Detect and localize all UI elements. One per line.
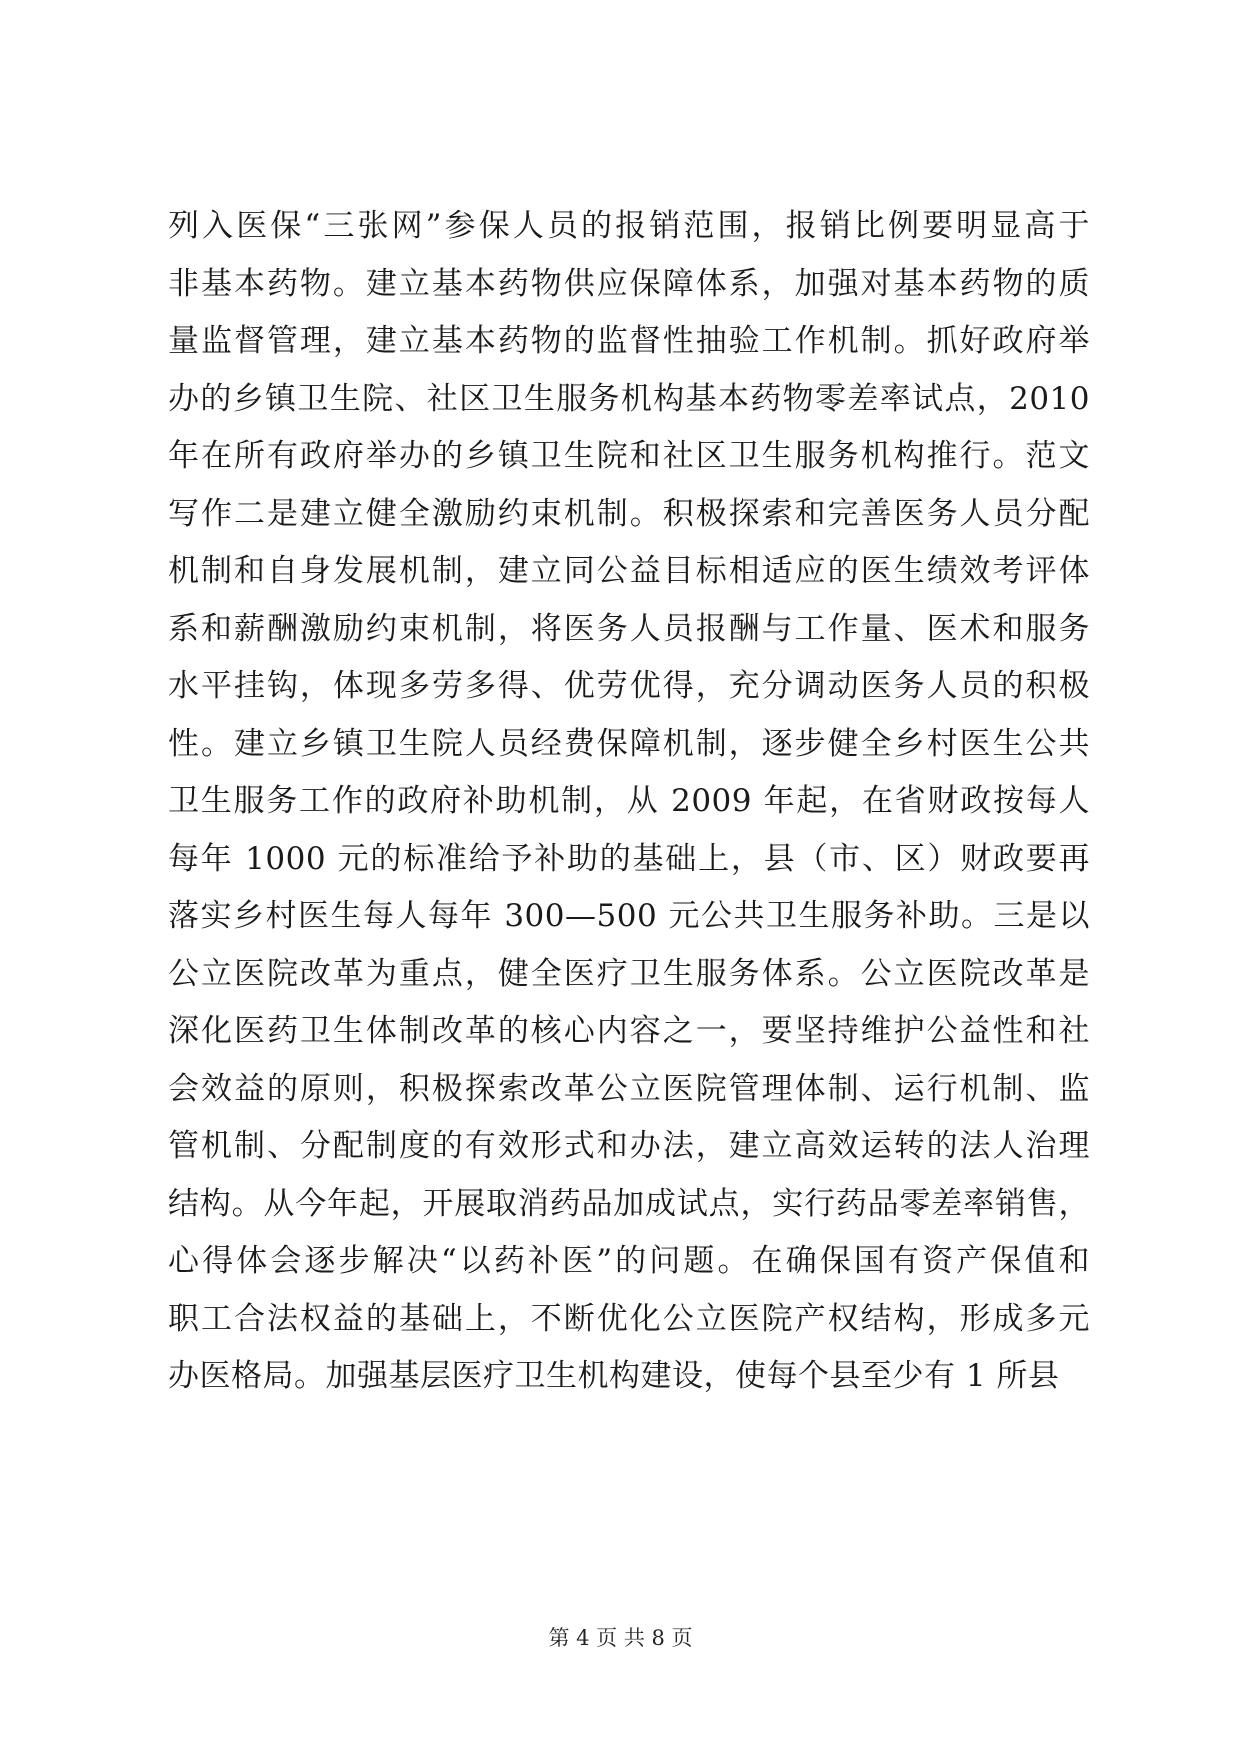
page-footer: 第 4 页 共 8 页 — [548, 1626, 693, 1650]
text-line: 卫生服务工作的政府补助机制，从 2009 年起，在省财政按每人 — [168, 783, 1090, 819]
text-line: 管机制、分配制度的有效形式和办法，建立高效运转的法人治理 — [168, 1128, 1090, 1164]
text-line: 办的乡镇卫生院、社区卫生服务机构基本药物零差率试点，2010 — [168, 380, 1090, 417]
text-line: 非基本药物。建立基本药物供应保障体系，加强对基本药物的质 — [168, 265, 1090, 302]
text-line: 心得体会逐步解决“以药补医”的问题。在确保国有资产保值和 — [168, 1243, 1090, 1279]
text-line: 水平挂钩，体现多劳多得、优劳优得，充分调动医务人员的积极 — [168, 668, 1090, 704]
text-line: 公立医院改革为重点，健全医疗卫生服务体系。公立医院改革是 — [168, 955, 1090, 992]
text-line: 量监督管理，建立基本药物的监督性抽验工作机制。抓好政府举 — [168, 323, 1090, 359]
text-line: 结构。从今年起，开展取消药品加成试点，实行药品零差率销售， — [168, 1185, 1090, 1222]
text-line: 列入医保“三张网”参保人员的报销范围，报销比例要明显高于 — [168, 208, 1090, 244]
text-line: 年在所有政府举办的乡镇卫生院和社区卫生服务机构推行。范文 — [168, 438, 1090, 474]
text-line: 机制和自身发展机制，建立同公益目标相适应的医生绩效考评体 — [168, 553, 1090, 589]
text-line: 写作二是建立健全激励约束机制。积极探索和完善医务人员分配 — [168, 495, 1090, 532]
text-line: 性。建立乡镇卫生院人员经费保障机制，逐步健全乡村医生公共 — [168, 725, 1090, 762]
text-line: 会效益的原则，积极探索改革公立医院管理体制、运行机制、监 — [168, 1070, 1090, 1107]
text-line: 职工合法权益的基础上，不断优化公立医院产权结构，形成多元 — [168, 1300, 1090, 1337]
text-line: 办医格局。加强基层医疗卫生机构建设，使每个县至少有 1 所县 — [168, 1358, 1060, 1394]
text-line: 系和薪酬激励约束机制，将医务人员报酬与工作量、医术和服务 — [168, 610, 1090, 647]
text-line: 每年 1000 元的标准给予补助的基础上，县（市、区）财政要再 — [168, 840, 1090, 877]
text-line: 深化医药卫生体制改革的核心内容之一，要坚持维护公益性和社 — [168, 1013, 1090, 1049]
text-line: 落实乡村医生每人每年 300—500 元公共卫生服务补助。三是以 — [168, 898, 1090, 934]
body-text — [168, 198, 1090, 1406]
